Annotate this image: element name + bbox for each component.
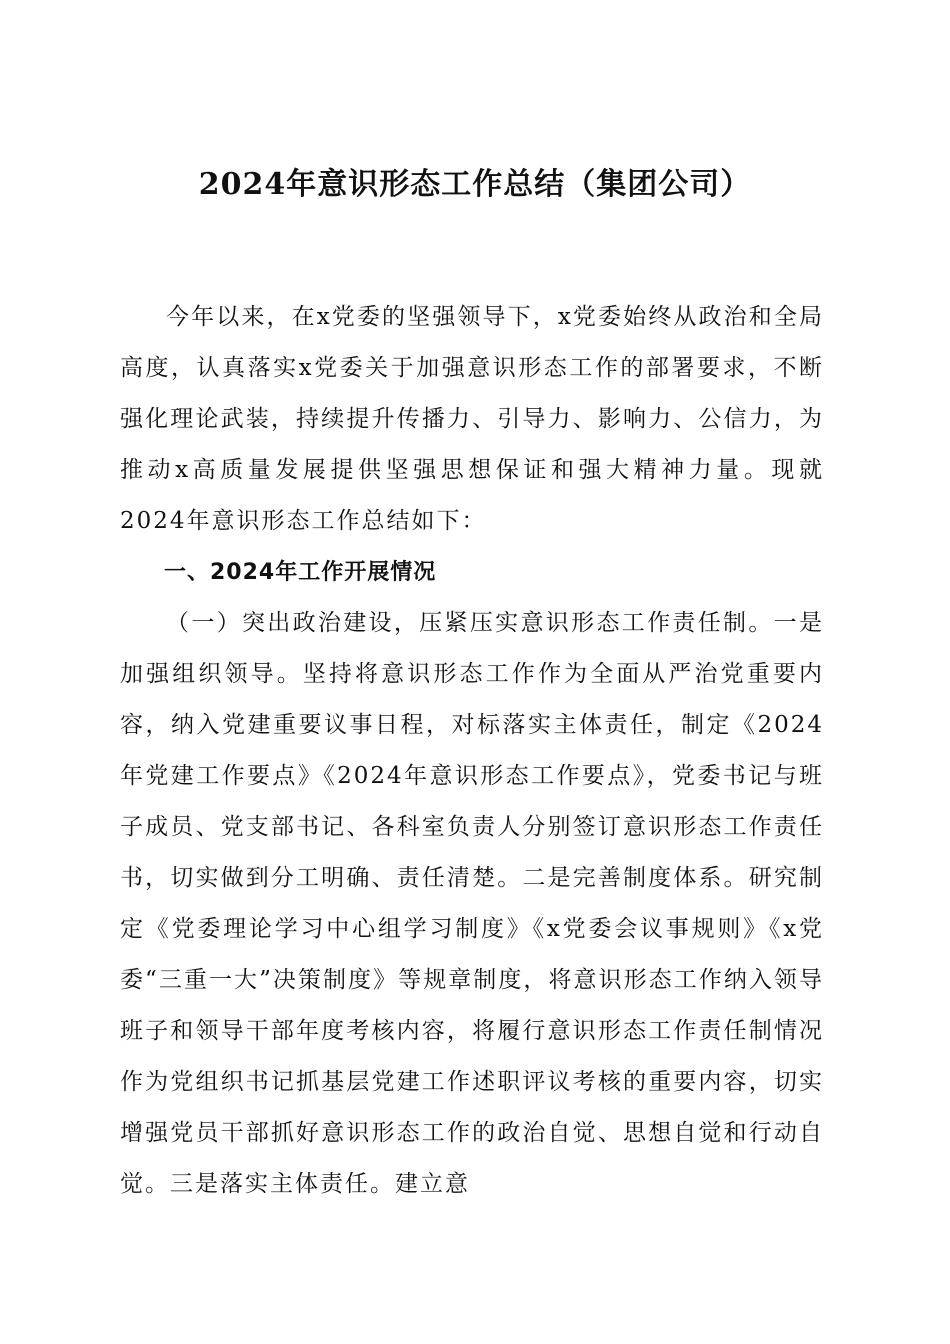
section-heading: 一、2024年工作开展情况	[164, 560, 437, 585]
intro-paragraph: 今年以来，在x党委的坚强领导下，x党委始终从政治和全局高度，认真落实x党委关于加强意识形态工作的部署要求，不断强化理论武装，持续提升传播力、引导力、影响力、公信力，为推动x高质量发展提供坚强思想保证和强大精神力量。现就2024年意识形态工作总结如下：	[120, 304, 824, 534]
section-paragraph: （一）突出政治建设，压紧压实意识形态工作责任制。一是加强组织领导。坚持将意识形态工作作为全面从严治党重要内容，纳入党建重要议事日程，对标落实主体责任，制定《2024年党建工作要点》《2024年意识形态工作要点》，党委书记与班子成员、党支部书记、各科室负责人分别签订意识形态工作责任书，切实做到分工明确、责任清楚。二是完善制度体系。研究制定《党委理论学习中心组学习制度》《x党委会议事规则》《x党委“三重一大”决策制度》等规章制度，将意识形态工作纳入领导班子和领导干部年度考核内容，将履行意识形态工作责任制情况作为党组织书记抓基层党建工作述职评议考核的重要内容，切实增强党员干部抓好意识形态工作的政治自觉、思想自觉和行动自觉。三是落实主体责任。建立意	[120, 610, 824, 1197]
document-title: 2024年意识形态工作总结（集团公司）	[198, 167, 752, 202]
document-body	[120, 292, 824, 1210]
